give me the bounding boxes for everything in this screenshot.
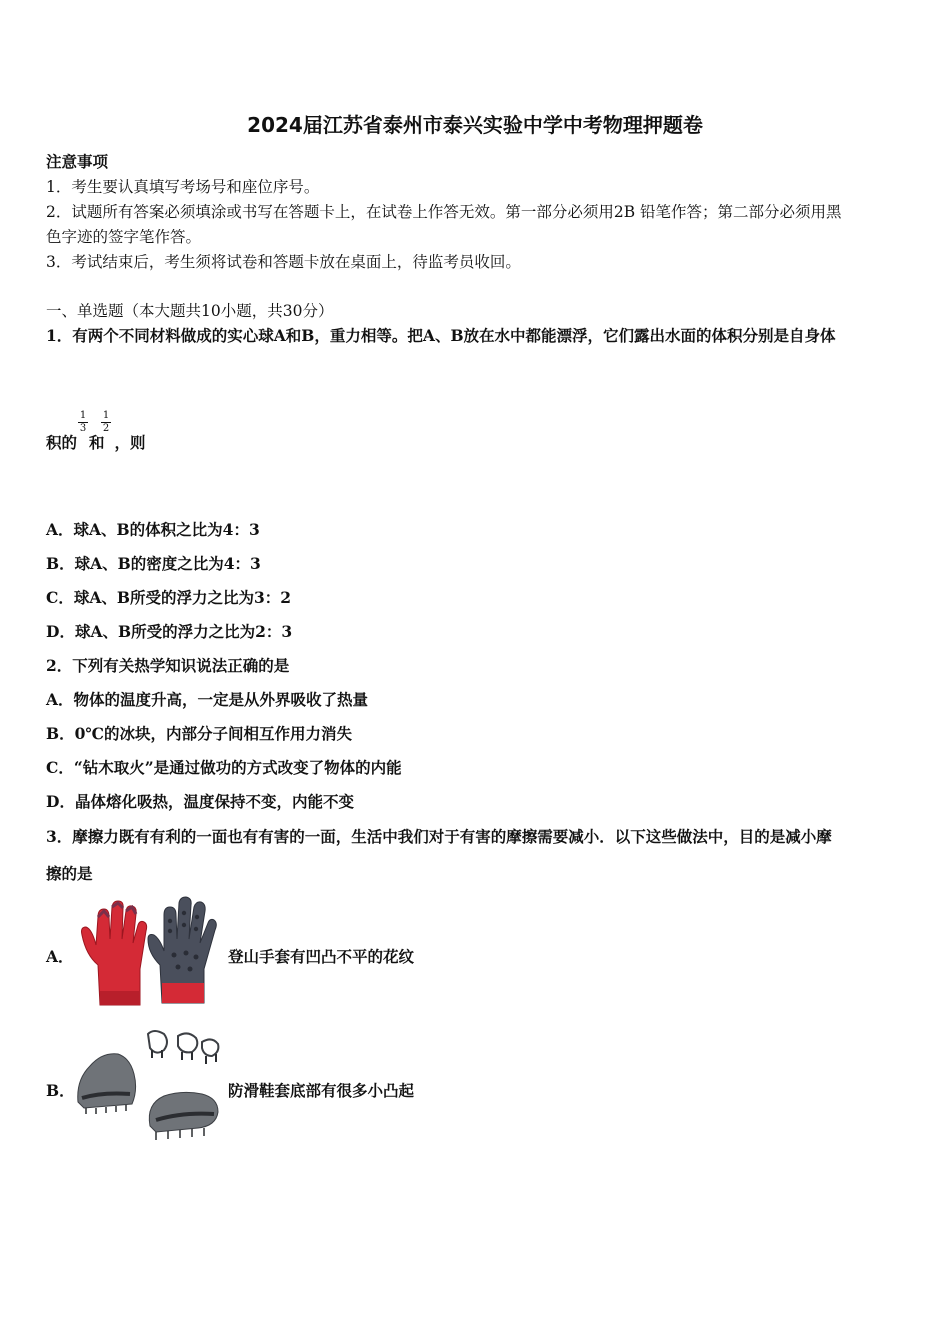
shoe-with-cleats [78, 1054, 136, 1114]
q1-option-a: A．球A、B的体积之比为4：3 [46, 520, 260, 539]
q2-option-b: B．0℃的冰块，内部分子间相互作用力消失 [46, 724, 352, 743]
climbing-gloves-image [78, 895, 228, 1007]
fraction-denominator: 3 [79, 423, 87, 434]
q2-option-c: C．“钻木取火”是通过做功的方式改变了物体的内能 [46, 758, 402, 777]
question-1-stem: 1．有两个不同材料做成的实心球A和B，重力相等。把A、B放在水中都能漂浮，它们露出水面的体积分别是自身体 [46, 326, 836, 345]
shoe-sole-with-spikes [149, 1092, 218, 1140]
fraction-numerator: 1 [79, 410, 87, 421]
question-3-stem: 3．摩擦力既有有利的一面也有有害的一面，生活中我们对于有害的摩擦需要减小．以下这些做法中，目的是减小摩 [46, 827, 832, 846]
q2-option-a: A．物体的温度升高，一定是从外界吸收了热量 [46, 690, 369, 709]
q1-option-c: C．球A、B所受的浮力之比为3：2 [46, 588, 292, 607]
fraction-numerator: 1 [102, 410, 110, 421]
q2-option-d: D．晶体熔化吸热，温度保持不变，内能不变 [46, 792, 354, 811]
q1-text-part: ，则 [114, 433, 146, 452]
fraction-one-half [101, 411, 111, 434]
q1-text-part: 和 [89, 433, 105, 452]
section-heading: 一、单选题（本大题共10小题，共30分） [46, 302, 334, 320]
q1-text-part: 积的 [46, 433, 78, 452]
question-2-stem: 2．下列有关热学知识说法正确的是 [46, 656, 290, 675]
anti-slip-shoe-covers-image [72, 1028, 224, 1144]
q3-option-a-label: A． [46, 947, 74, 966]
page-title: 2024届江苏省泰州市泰兴实验中学中考物理押题卷 [247, 113, 703, 137]
q1-option-b: B．球A、B的密度之比为4：3 [46, 554, 261, 573]
q3-option-b-text: 防滑鞋套底部有很多小凸起 [228, 1081, 415, 1100]
fraction-one-third [78, 411, 88, 434]
q3-option-b-label: B． [46, 1081, 75, 1100]
question-3-stem-continued: 擦的是 [46, 864, 93, 883]
question-1-continuation [46, 433, 146, 453]
notice-item: 1．考生要认真填写考场号和座位序号。 [46, 178, 320, 196]
q3-option-a-text: 登山手套有凹凸不平的花纹 [228, 947, 415, 966]
notice-item: 3．考试结束后，考生须将试卷和答题卡放在桌面上，待监考员收回。 [46, 253, 521, 271]
notice-item: 2．试题所有答案必须填涂或书写在答题卡上，在试卷上作答无效。第一部分必须用2B 铅笔作答；第二部分必须用黑 [46, 203, 842, 221]
fraction-denominator: 2 [102, 423, 110, 434]
cleat-chain-straps [148, 1031, 218, 1064]
notice-item: 色字迹的签字笔作答。 [46, 228, 202, 246]
notice-heading: 注意事项 [46, 152, 109, 171]
gray-glove [148, 897, 216, 1003]
red-glove [82, 901, 147, 1005]
q1-option-d: D．球A、B所受的浮力之比为2：3 [46, 622, 293, 641]
